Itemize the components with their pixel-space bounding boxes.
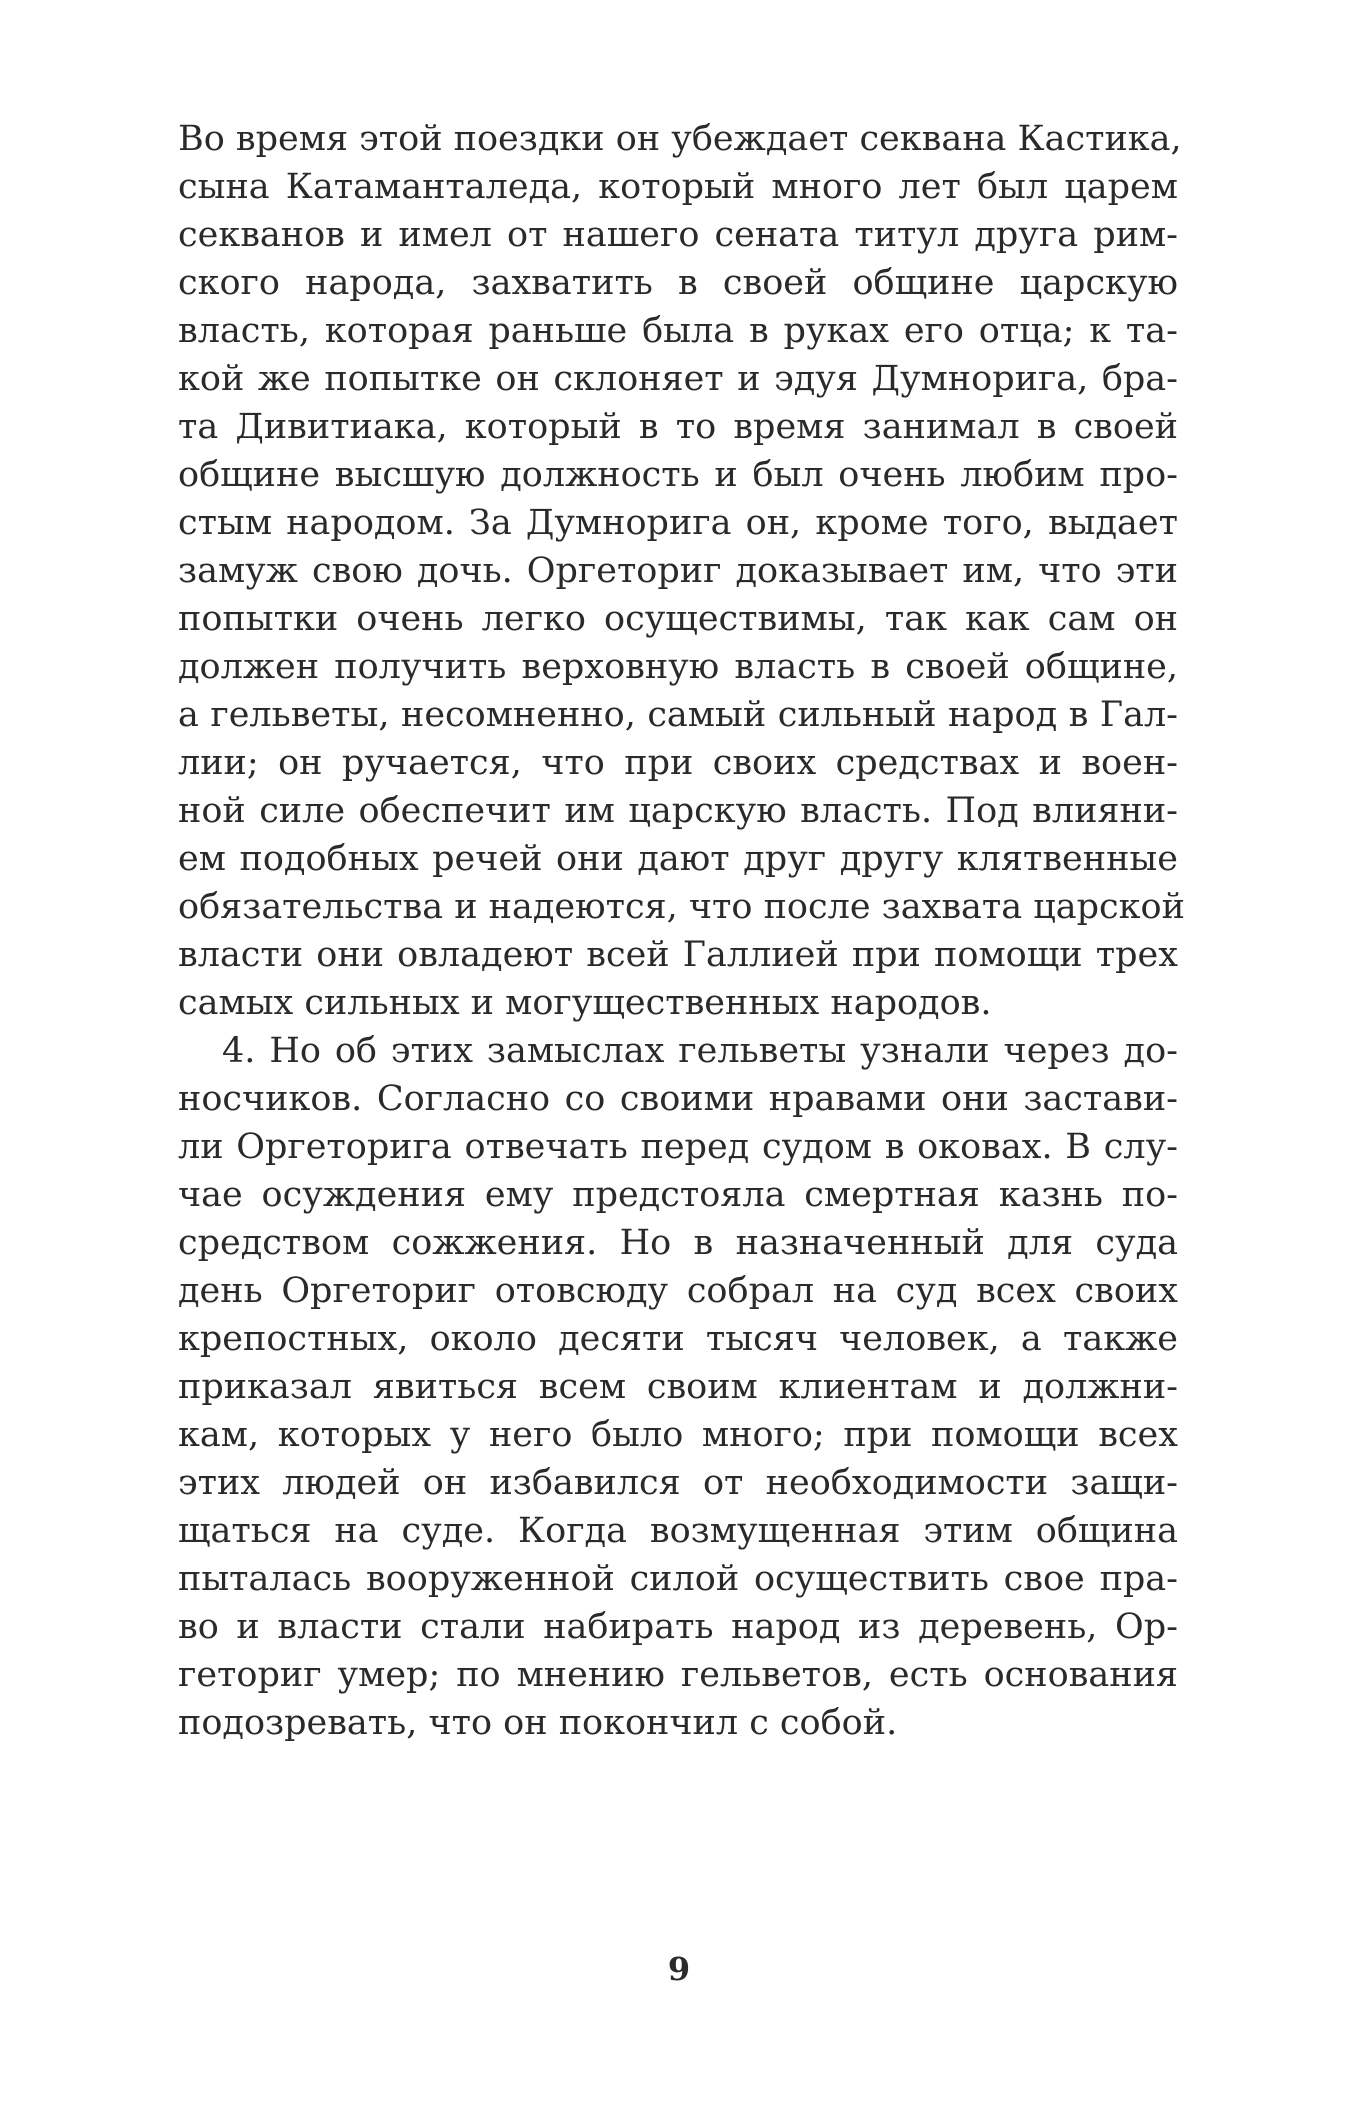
text-line: Во время этой поездки он убеждает секвана Кастика, [178, 119, 1182, 159]
text-line: крепостных, около десяти тысяч человек, а также [178, 1319, 1178, 1359]
text-line: лии; он ручается, что при своих средствах и воен- [178, 743, 1178, 783]
text-line: замуж свою дочь. Оргеториг доказывает им, что эти [178, 551, 1178, 591]
text-line: ем подобных речей они дают друг другу клятвенные [178, 839, 1178, 879]
text-line: кой же попытке он склоняет и эдуя Думнорига, бра- [178, 359, 1178, 399]
text-line: ского народа, захватить в своей общине царскую [178, 263, 1178, 303]
text-line: приказал явиться всем своим клиентам и должни- [178, 1367, 1178, 1407]
text-line: щаться на суде. Когда возмущенная этим община [178, 1511, 1178, 1551]
text-line: кам, которых у него было много; при помощи всех [178, 1415, 1178, 1455]
text-line: носчиков. Согласно со своими нравами они застави- [178, 1079, 1178, 1119]
text-line: день Оргеториг отовсюду собрал на суд всех своих [178, 1271, 1178, 1311]
text-line: пыталась вооруженной силой осуществить свое пра- [178, 1559, 1178, 1599]
text-line: подозревать, что он покончил с собой. [178, 1703, 898, 1743]
text-line: а гельветы, несомненно, самый сильный народ в Гал- [178, 695, 1178, 735]
text-line: попытки очень легко осуществимы, так как сам он [178, 599, 1178, 639]
text-line: секванов и имел от нашего сената титул друга рим- [178, 215, 1178, 255]
page-number: 9 [667, 1950, 691, 1988]
text-line: обязательства и надеются, что после захвата царской [178, 887, 1185, 927]
text-line: та Дивитиака, который в то время занимал в своей [178, 407, 1178, 447]
text-line: общине высшую должность и был очень любим про- [178, 455, 1178, 495]
text-line: чае осуждения ему предстояла смертная казнь по- [178, 1175, 1178, 1215]
text-line: стым народом. За Думнорига он, кроме того, выдает [178, 503, 1178, 543]
text-line: должен получить верховную власть в своей общине, [178, 647, 1178, 687]
text-line: этих людей он избавился от необходимости защи- [178, 1463, 1178, 1503]
text-line: геториг умер; по мнению гельветов, есть основания [178, 1655, 1178, 1695]
text-line: власть, которая раньше была в руках его отца; к та- [178, 311, 1178, 351]
text-line: власти они овладеют всей Галлией при помощи трех [178, 935, 1178, 975]
text-line: 4. Но об этих замыслах гельветы узнали через до- [222, 1031, 1178, 1071]
text-line: сына Катаманталеда, который много лет был царем [178, 167, 1178, 207]
text-line: ли Оргеторига отвечать перед судом в оковах. В слу- [178, 1127, 1178, 1167]
text-line: во и власти стали набирать народ из деревень, Ор- [178, 1607, 1178, 1647]
body-text [178, 115, 1185, 1747]
text-line: средством сожжения. Но в назначенный для суда [178, 1223, 1178, 1263]
text-line: ной силе обеспечит им царскую власть. Под влияни- [178, 791, 1178, 831]
text-line: самых сильных и могущественных народов. [178, 983, 992, 1023]
